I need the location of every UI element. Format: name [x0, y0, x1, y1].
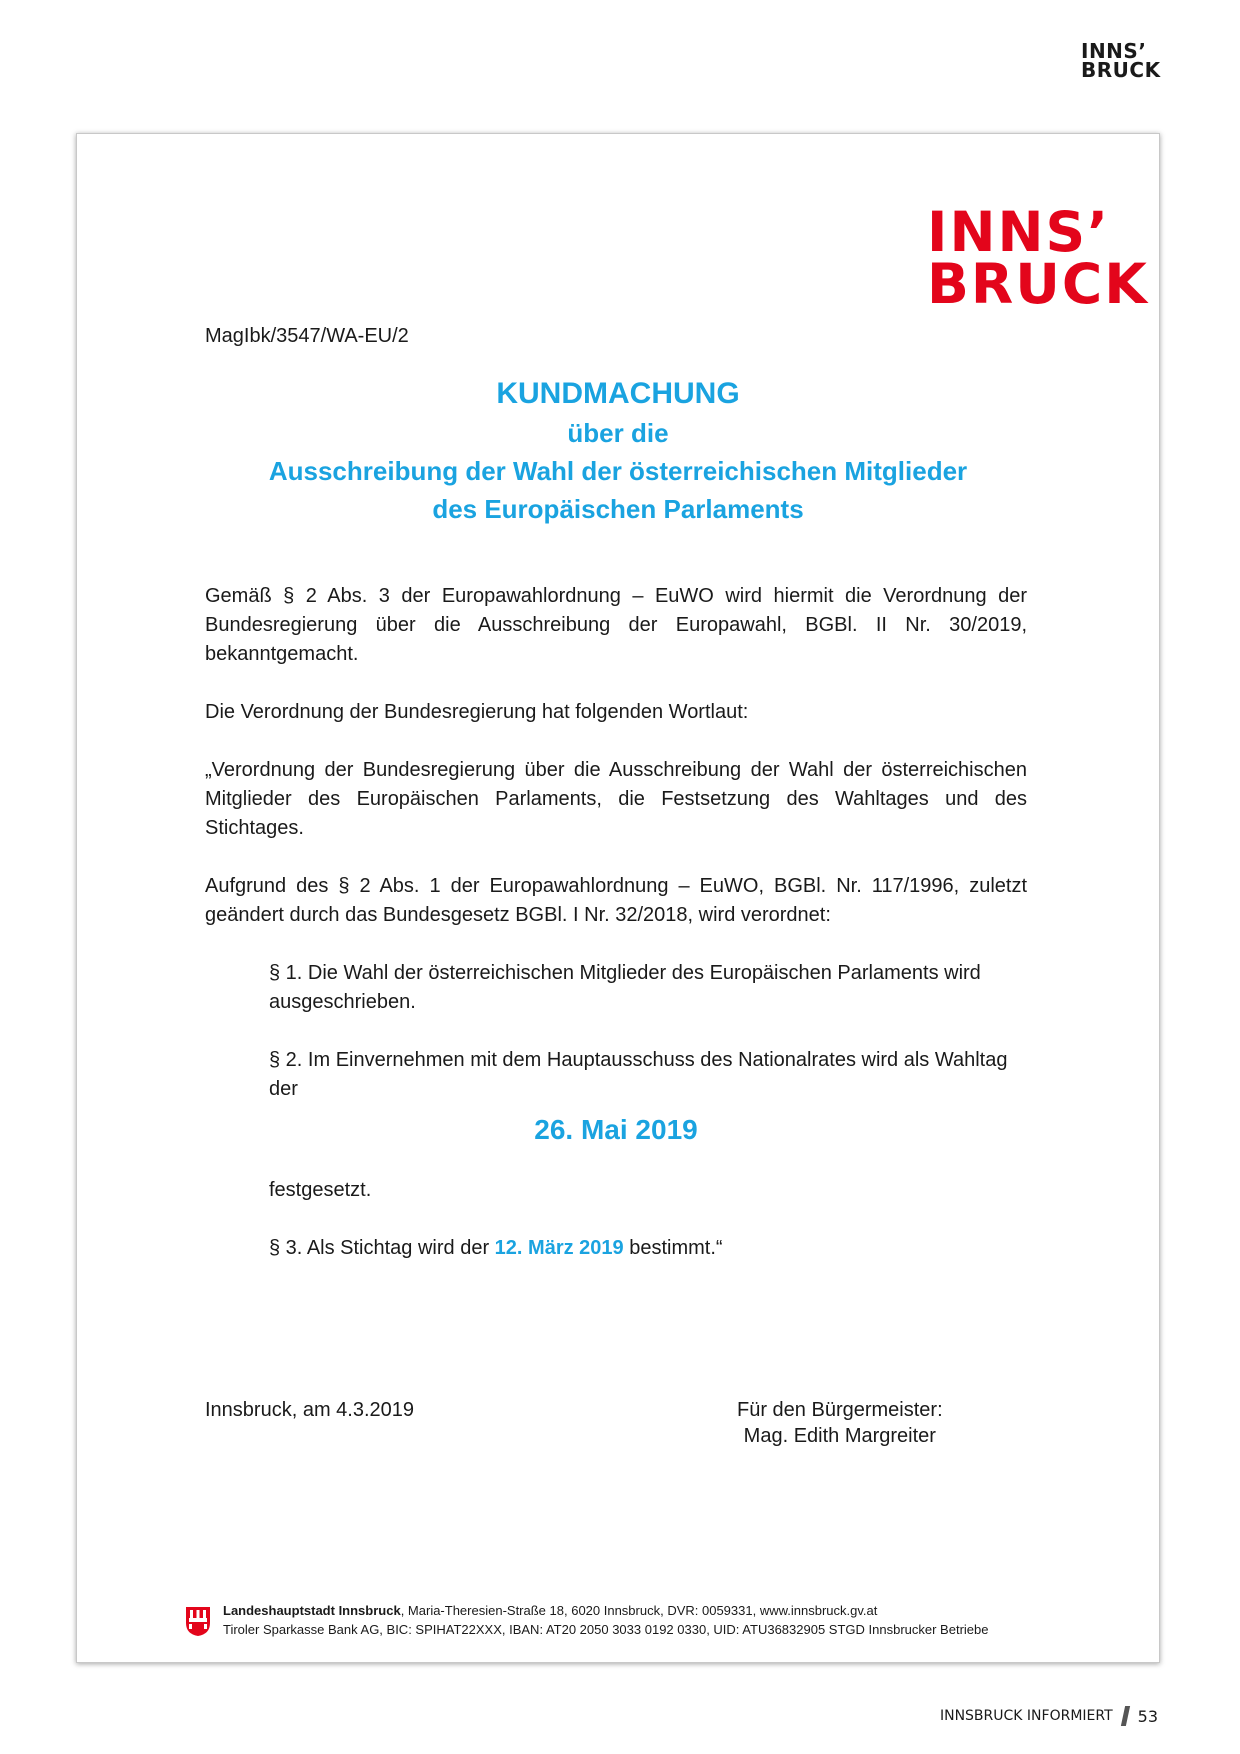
document-subtitle-2: Ausschreibung der Wahl der österreichischen Mitglieder: [268, 456, 968, 486]
paragraph-ordinance-title: „Verordnung der Bundesregierung über die Ausschreibung der Wahl der österreichischen Mitglieder des Europäischen Parlaments, die Festsetzung des Wahltages und des Stichtages.: [205, 759, 1027, 839]
section-3-post: bestimmt.“: [629, 1237, 723, 1259]
header-logo-line2: BRUCK: [1081, 58, 1161, 82]
page-footer: [940, 1706, 1158, 1726]
footer-line-2: Tiroler Sparkasse Bank AG, BIC: SPIHAT22XXX, IBAN: AT20 2050 3033 0192 0330, UID: ATU36832905 STGD Innsbrucker Betriebe: [223, 1622, 989, 1637]
document-subtitle-3: des Europäischen Parlaments: [432, 494, 804, 524]
footer-line-1: [223, 1601, 988, 1620]
page-number: 53: [1137, 1706, 1158, 1726]
document-logo: [927, 200, 1149, 316]
paragraph-wording: Die Verordnung der Bundesregierung hat folgenden Wortlaut:: [205, 701, 749, 723]
document-logo-line1: INNS’: [927, 200, 1111, 264]
footer-text: [223, 1601, 988, 1639]
reference-number: MagIbk/3547/WA-EU/2: [205, 325, 409, 347]
place-date: Innsbruck, am 4.3.2019: [205, 1399, 415, 1421]
separator-bar: [1121, 1706, 1130, 1726]
announcement-sheet: [76, 133, 1160, 1663]
document-title: KUNDMACHUNG: [496, 377, 740, 410]
signature-block: [737, 1397, 943, 1449]
document-subtitle-1: über die: [567, 418, 669, 448]
header-logo-line1: INNS’: [1081, 39, 1147, 63]
innsbruck-crest-icon: [185, 1605, 211, 1637]
paragraph-legal-basis: Aufgrund des § 2 Abs. 1 der Europawahlordnung – EuWO, BGBl. Nr. 117/1996, zuletzt geändert durch das Bundesgesetz BGBl. I Nr. 32/2018, wird verordnet:: [205, 875, 1027, 926]
section-2: § 2. Im Einvernehmen mit dem Hauptausschuss des Nationalrates wird als Wahltag der: [269, 1049, 1008, 1100]
paragraph-intro: Gemäß § 2 Abs. 3 der Europawahlordnung – EuWO wird hiermit die Verordnung der Bundesregierung über die Ausschreibung der Europawahl, BGBl. II Nr. 30/2019, bekanntgemacht.: [205, 585, 1027, 665]
election-date: 26. Mai 2019: [534, 1114, 698, 1145]
publication-name: INNSBRUCK INFORMIERT: [939, 1708, 1113, 1724]
footer-org: Landeshauptstadt Innsbruck: [223, 1603, 401, 1618]
footer-address: , Maria-Theresien-Straße 18, 6020 Innsbruck, DVR: 0059331, www.innsbruck.gv.at: [400, 1603, 878, 1618]
signature-line-1: Für den Bürgermeister:: [737, 1399, 943, 1421]
section-3-pre: § 3. Als Stichtag wird der: [269, 1237, 490, 1259]
fixed-text: festgesetzt.: [269, 1179, 372, 1201]
cutoff-date: 12. März 2019: [494, 1237, 624, 1259]
document-body: [205, 582, 1027, 1292]
signature-name: Mag. Edith Margreiter: [743, 1425, 936, 1447]
section-1: § 1. Die Wahl der österreichischen Mitglieder des Europäischen Parlaments wird ausgeschrieben.: [269, 962, 981, 1013]
title-block: [77, 374, 1159, 528]
section-3: [269, 1234, 1027, 1263]
document-logo-line2: BRUCK: [927, 252, 1149, 316]
header-logo: [1081, 39, 1161, 82]
